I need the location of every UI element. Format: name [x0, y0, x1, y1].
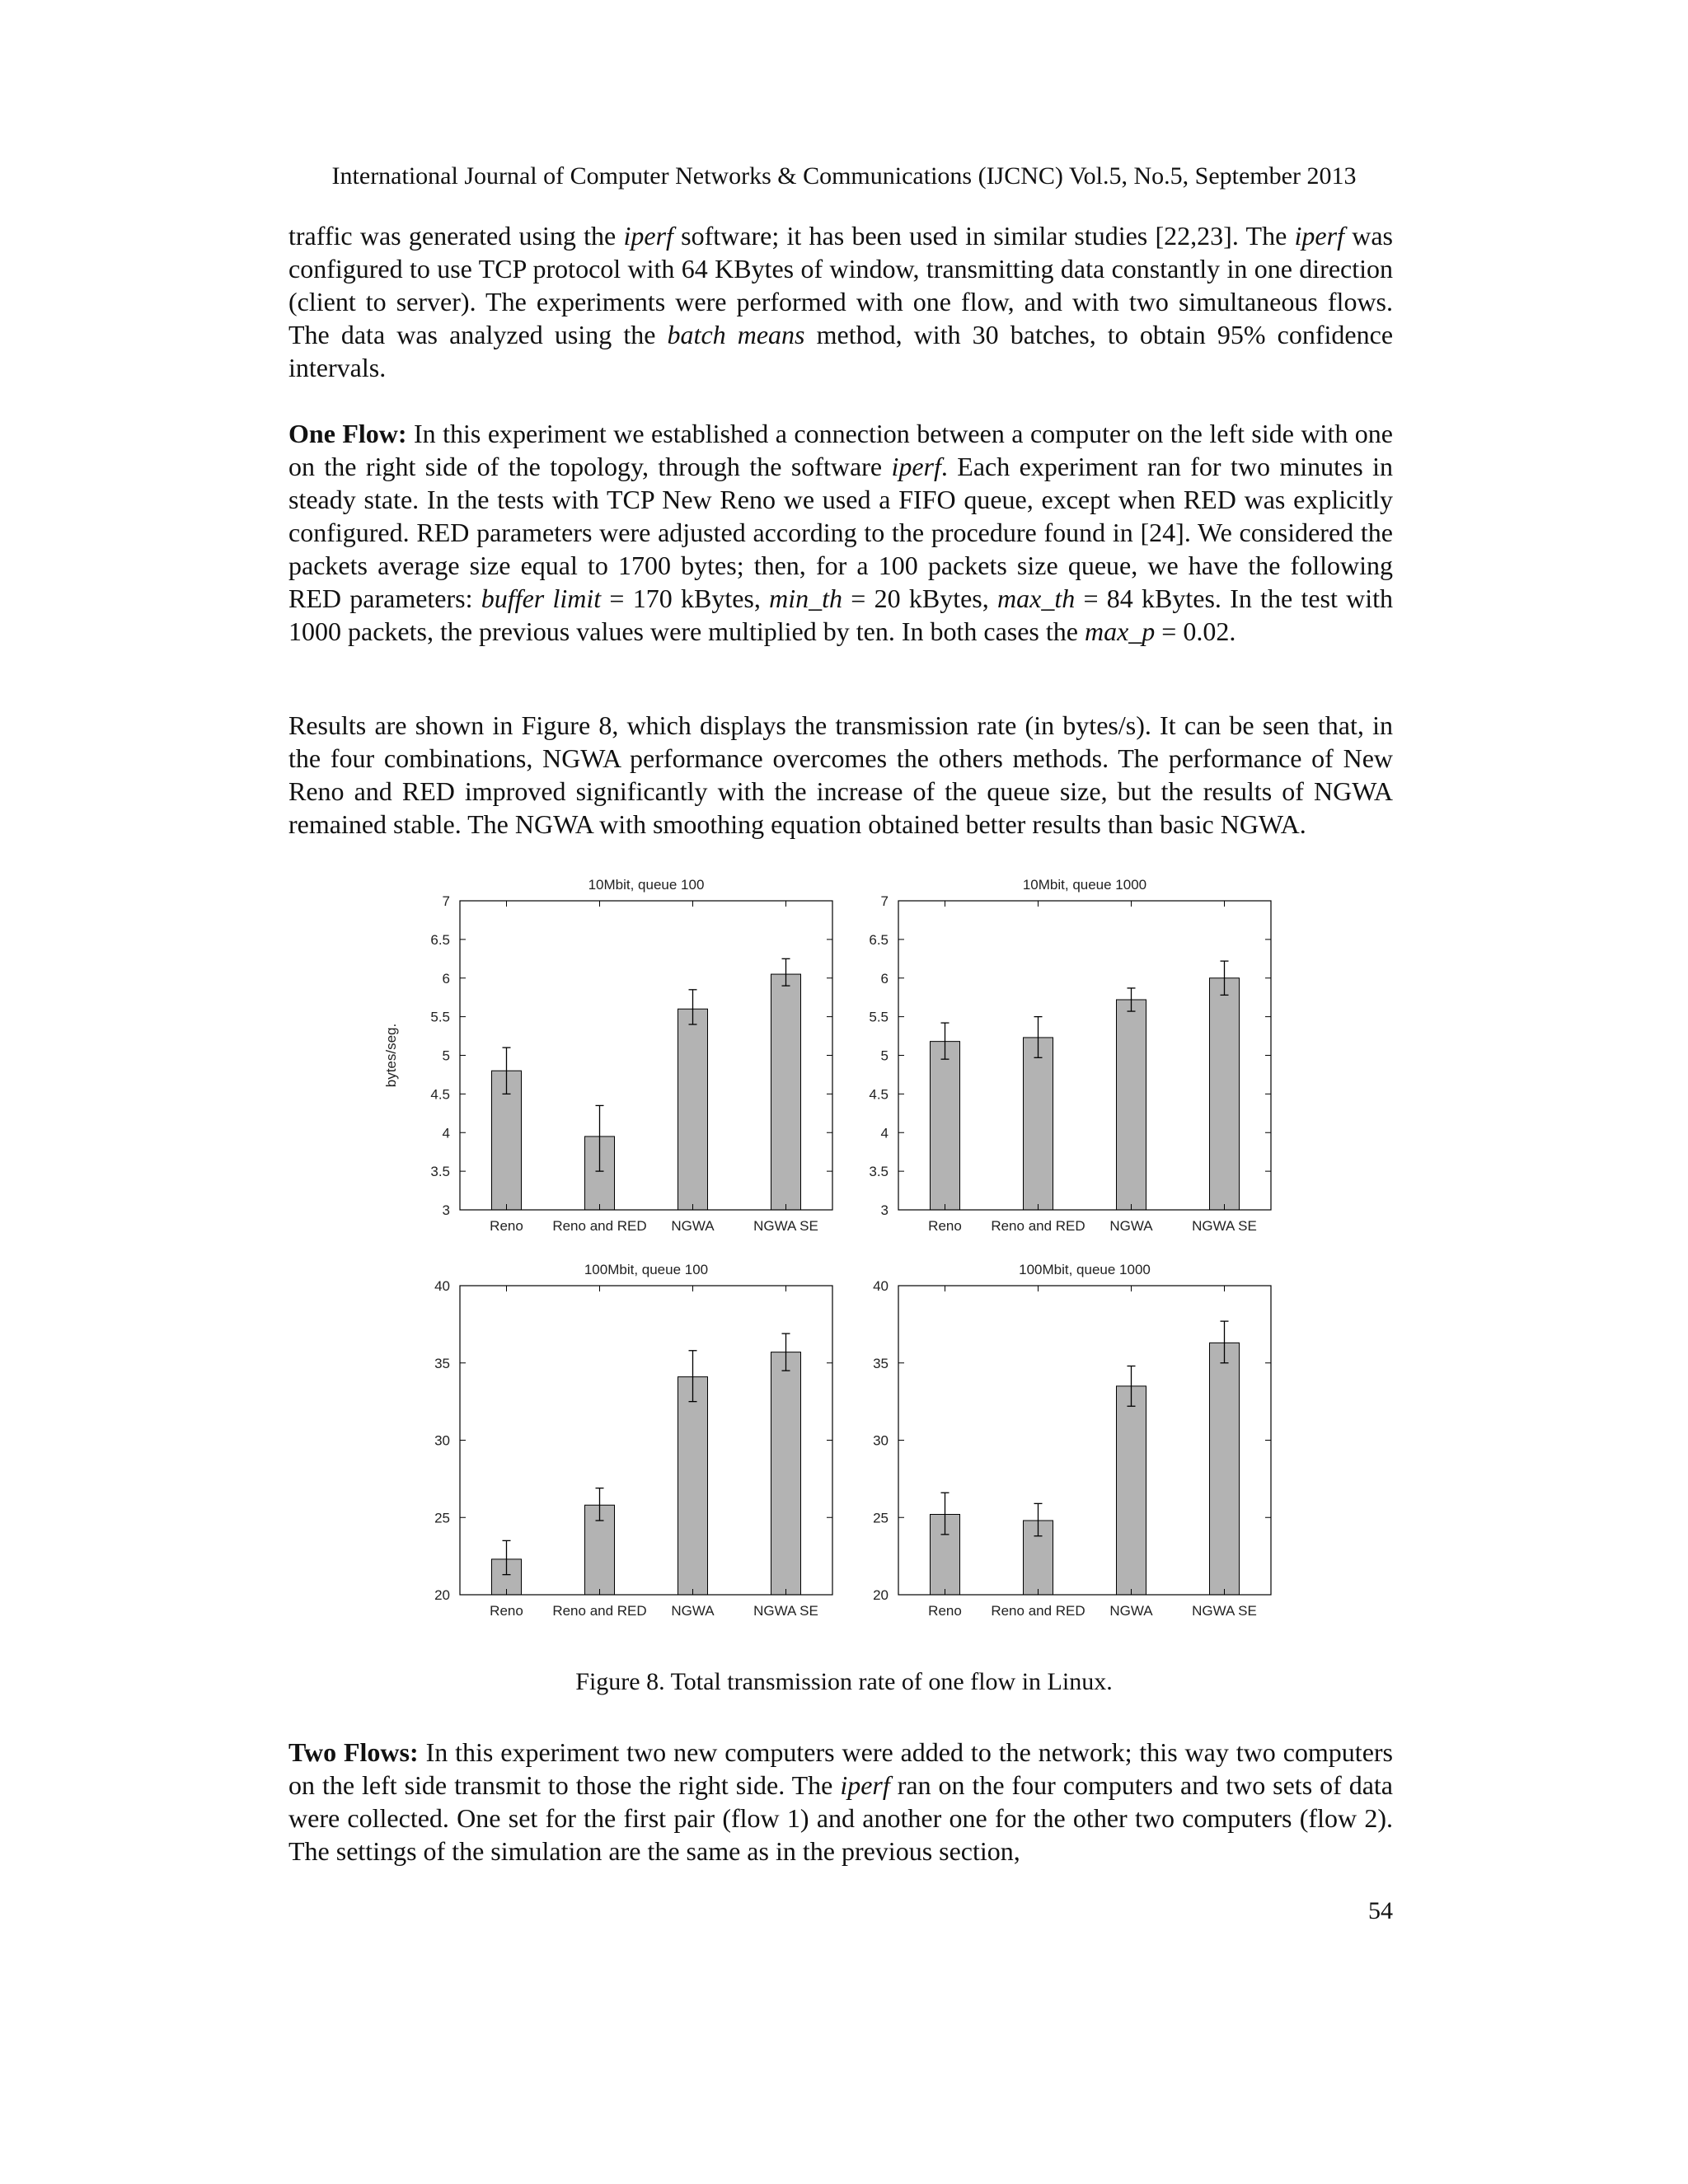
x-tick-label: NGWA SE [1192, 1218, 1257, 1234]
y-tick-label: 4 [442, 1125, 450, 1141]
x-tick-label: NGWA SE [753, 1603, 818, 1619]
y-tick-label: 6.5 [430, 931, 450, 948]
y-tick-label: 6 [880, 970, 889, 987]
y-tick-label: 4 [880, 1125, 889, 1141]
bar [771, 1352, 801, 1595]
y-tick-label: 4.5 [869, 1086, 889, 1103]
text-run: = 84 kBytes. In the test with 1000 packets, the previous values were multiplied by ten. In both cases the [288, 583, 1394, 646]
italic-term: buffer limit [481, 583, 602, 613]
section-heading-two-flows: Two Flows: [288, 1737, 419, 1767]
italic-term: min_th [769, 583, 843, 613]
y-tick-label: 25 [434, 1510, 450, 1526]
x-tick-label: Reno [928, 1603, 962, 1619]
y-axis-label: bytes/seg. [383, 1023, 399, 1088]
text-run: was configured to use TCP protocol with 64 KBytes of window, transmitting data constantly in one direction (client to server). The experiments were performed with one flow, and with two simultaneous flows. The data was analyzed using the [288, 221, 1393, 349]
y-tick-label: 3.5 [430, 1164, 450, 1180]
y-tick-label: 30 [434, 1432, 450, 1449]
y-tick-label: 35 [434, 1355, 450, 1371]
x-tick-label: Reno and RED [552, 1603, 647, 1619]
bar [1210, 978, 1240, 1210]
y-tick-label: 7 [880, 893, 889, 909]
paragraph-traffic-generation [288, 219, 1393, 384]
running-header: International Journal of Computer Networks & Communications (IJCNC) Vol.5, No.5, September 2013 [331, 162, 1357, 190]
y-tick-label: 4.5 [430, 1086, 450, 1103]
bar [1024, 1038, 1053, 1210]
x-tick-label: Reno and RED [991, 1603, 1085, 1619]
italic-term: max_th [997, 583, 1076, 613]
y-tick-label: 6 [442, 970, 450, 987]
text-run: software; it has been used in similar studies [22,23]. The [673, 221, 1295, 251]
italic-term: batch means [667, 320, 805, 349]
x-tick-label: Reno and RED [552, 1218, 647, 1234]
y-tick-label: 3.5 [869, 1164, 889, 1180]
bar [678, 1009, 708, 1210]
bar [1117, 1000, 1146, 1210]
text-run: In this experiment two new computers were added to the network; this way two computers on the left side transmit to those the right side. The [288, 1737, 1394, 1800]
chart-title: 100Mbit, queue 100 [584, 1262, 709, 1277]
bar [771, 974, 801, 1210]
y-tick-label: 3 [442, 1202, 450, 1218]
figure-8 [363, 864, 1335, 1630]
y-tick-label: 3 [880, 1202, 889, 1218]
italic-term: max_p [1084, 616, 1156, 646]
y-tick-label: 7 [442, 893, 450, 909]
y-tick-label: 25 [873, 1510, 889, 1526]
x-tick-label: NGWA [671, 1603, 715, 1619]
text-run: = 20 kBytes, [842, 583, 998, 613]
section-heading-one-flow: One Flow: [288, 419, 407, 448]
text-run: . Each experiment ran for two minutes in steady state. In the tests with TCP New Reno we used a FIFO queue, except when RED was explicitly configured. RED parameters were adjusted according to the procedure found in [24]. We considered the packets average size equal to 1700 bytes; then, for a 100 packets size queue, we have the following RED parameters: [288, 452, 1394, 613]
x-tick-label: Reno and RED [991, 1218, 1085, 1234]
italic-term: iperf [891, 452, 941, 481]
y-tick-label: 6.5 [869, 931, 889, 948]
x-tick-label: Reno [928, 1218, 962, 1234]
paragraph-one-flow [288, 417, 1393, 648]
figure-8-charts [363, 864, 1335, 1630]
text-run: ran on the four computers and two sets of data were collected. One set for the first pair (flow 1) and another one for the other two computers (flow 2). The settings of the simulation are the same as in the previous section, [288, 1770, 1394, 1866]
italic-term: iperf [840, 1770, 890, 1800]
text-run: = 170 kBytes, [601, 583, 770, 613]
paragraph-two-flows [288, 1736, 1393, 1868]
chart-title: 10Mbit, queue 100 [588, 877, 705, 893]
y-tick-label: 35 [873, 1355, 889, 1371]
page-number: 54 [1368, 1897, 1393, 1924]
bar [1117, 1386, 1146, 1595]
y-tick-label: 20 [873, 1587, 889, 1603]
y-tick-label: 5.5 [430, 1009, 450, 1025]
x-tick-label: NGWA SE [753, 1218, 818, 1234]
y-tick-label: 20 [434, 1587, 450, 1603]
chart-title: 100Mbit, queue 1000 [1019, 1262, 1151, 1277]
y-tick-label: 5 [880, 1047, 889, 1064]
x-tick-label: Reno [490, 1218, 523, 1234]
x-tick-label: NGWA [671, 1218, 715, 1234]
text-run: traffic was generated using the [288, 221, 624, 251]
x-tick-label: NGWA [1109, 1218, 1153, 1234]
x-tick-label: NGWA [1109, 1603, 1153, 1619]
bar [1210, 1343, 1240, 1595]
figure-caption: Figure 8. Total transmission rate of one flow in Linux. [575, 1668, 1113, 1695]
chart-title: 10Mbit, queue 1000 [1022, 877, 1147, 893]
y-tick-label: 30 [873, 1432, 889, 1449]
text-run: In this experiment we established a connection between a computer on the left side with one on the right side of the topology, through the software [288, 419, 1394, 481]
text-run: method, with 30 batches, to obtain 95% confidence intervals. [288, 320, 1394, 382]
y-tick-label: 5.5 [869, 1009, 889, 1025]
y-tick-label: 5 [442, 1047, 450, 1064]
text-run: = 0.02. [1155, 616, 1236, 646]
x-tick-label: NGWA SE [1192, 1603, 1257, 1619]
x-tick-label: Reno [490, 1603, 523, 1619]
bar [931, 1042, 960, 1210]
bar [678, 1377, 708, 1595]
italic-term: iperf [1294, 221, 1344, 251]
y-tick-label: 40 [434, 1278, 450, 1294]
italic-term: iperf [623, 221, 673, 251]
y-tick-label: 40 [873, 1278, 889, 1294]
paragraph-results: Results are shown in Figure 8, which displays the transmission rate (in bytes/s). It can be seen that, in the four combinations, NGWA performance overcomes the others methods. The performance of New Reno and RED improved significantly with the increase of the queue size, but the results of NGWA remained stable. The NGWA with smoothing equation obtained better results than basic NGWA. [288, 710, 1393, 839]
